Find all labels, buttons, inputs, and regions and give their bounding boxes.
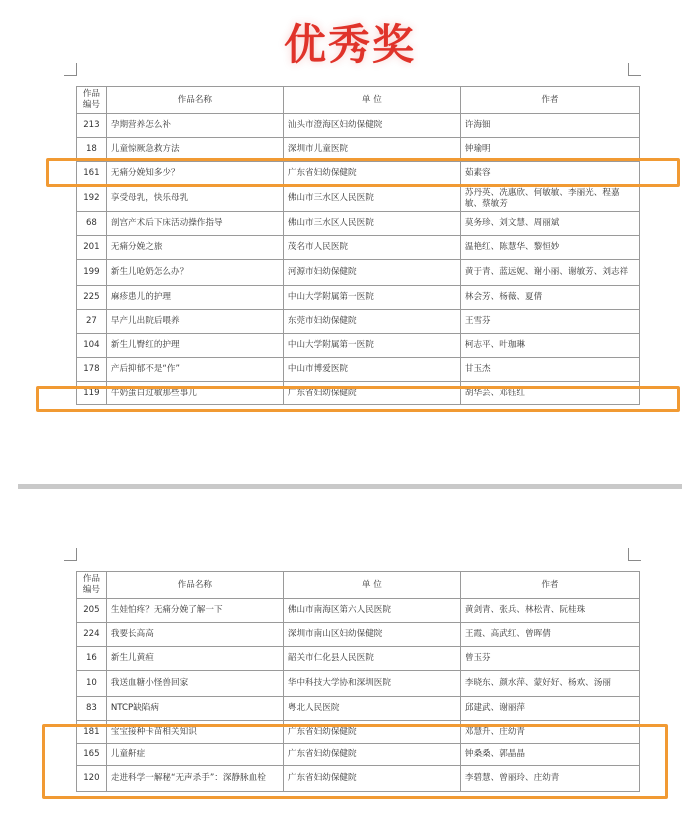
table-row — [77, 382, 640, 405]
table-row — [77, 186, 640, 212]
cell-id: 178 — [77, 358, 107, 382]
cell-name: 儿童鼾症 — [106, 744, 283, 766]
award-table-page-2 — [76, 571, 640, 792]
cell-id: 104 — [77, 334, 107, 358]
cell-name: 无痛分娩之旅 — [106, 236, 283, 260]
cell-id: 68 — [77, 212, 107, 236]
table-row — [77, 671, 640, 697]
cell-author: 柯志平、叶珈琳 — [460, 334, 639, 358]
award-table — [76, 571, 640, 792]
cell-id: 192 — [77, 186, 107, 212]
cell-name: 走进科学一解秘“无声杀手”：深静脉血栓 — [106, 766, 283, 792]
table-row — [77, 162, 640, 186]
cell-unit: 深圳市南山区妇幼保健院 — [283, 623, 460, 647]
cell-name: 麻疹患儿的护理 — [106, 286, 283, 310]
cell-unit: 广东省妇幼保健院 — [283, 744, 460, 766]
cell-unit: 汕头市澄海区妇幼保健院 — [283, 114, 460, 138]
cell-name: NTCP缺陷病 — [106, 697, 283, 721]
cell-id: 120 — [77, 766, 107, 792]
cell-name: 早产儿出院后喂养 — [106, 310, 283, 334]
cell-id: 119 — [77, 382, 107, 405]
header-name: 作品名称 — [106, 572, 283, 599]
cell-name: 产后抑郁不是“作” — [106, 358, 283, 382]
cell-unit: 河源市妇幼保健院 — [283, 260, 460, 286]
table-header-row — [77, 572, 640, 599]
cell-author: 邱建武、谢丽萍 — [460, 697, 639, 721]
cell-unit: 中山市博爱医院 — [283, 358, 460, 382]
header-author: 作者 — [460, 572, 639, 599]
cell-author: 钟桑桑、郭晶晶 — [460, 744, 639, 766]
cell-name: 儿童惊厥急救方法 — [106, 138, 283, 162]
crop-mark — [64, 63, 77, 76]
cell-name: 新生儿臀红的护理 — [106, 334, 283, 358]
table-row — [77, 212, 640, 236]
cell-id: 165 — [77, 744, 107, 766]
table-row — [77, 599, 640, 623]
cell-name: 孕期营养怎么补 — [106, 114, 283, 138]
header-name: 作品名称 — [106, 87, 283, 114]
cell-author: 邓慧升、庄幼青 — [460, 721, 639, 744]
cell-unit: 广东省妇幼保健院 — [283, 721, 460, 744]
table-row — [77, 334, 640, 358]
header-id: 作品 编号 — [77, 572, 107, 599]
cell-unit: 中山大学附属第一医院 — [283, 286, 460, 310]
cell-unit: 韶关市仁化县人民医院 — [283, 647, 460, 671]
crop-mark — [628, 548, 641, 561]
header-unit: 单 位 — [283, 572, 460, 599]
header-author: 作者 — [460, 87, 639, 114]
cell-unit: 华中科技大学协和深圳医院 — [283, 671, 460, 697]
cell-unit: 佛山市三水区人民医院 — [283, 212, 460, 236]
cell-unit: 粤北人民医院 — [283, 697, 460, 721]
cell-id: 213 — [77, 114, 107, 138]
cell-unit: 茂名市人民医院 — [283, 236, 460, 260]
cell-name: 牛奶蛋白过敏那些事儿 — [106, 382, 283, 405]
cell-id: 83 — [77, 697, 107, 721]
cell-name: 享受母乳，快乐母乳 — [106, 186, 283, 212]
cell-id: 181 — [77, 721, 107, 744]
table-row — [77, 623, 640, 647]
cell-id: 224 — [77, 623, 107, 647]
cell-name: 新生儿呛奶怎么办？ — [106, 260, 283, 286]
cell-unit: 佛山市南海区第六人民医院 — [283, 599, 460, 623]
cell-author: 甘玉杰 — [460, 358, 639, 382]
cell-unit: 广东省妇幼保健院 — [283, 382, 460, 405]
cell-author: 莫务珍、刘文慧、周丽斌 — [460, 212, 639, 236]
crop-mark — [628, 63, 641, 76]
cell-unit: 东莞市妇幼保健院 — [283, 310, 460, 334]
table-row — [77, 310, 640, 334]
header-unit: 单 位 — [283, 87, 460, 114]
award-table — [76, 86, 640, 405]
cell-author: 曾玉芬 — [460, 647, 639, 671]
cell-unit: 广东省妇幼保健院 — [283, 162, 460, 186]
cell-name: 我送血糖小怪兽回家 — [106, 671, 283, 697]
table-row — [77, 744, 640, 766]
table-row — [77, 721, 640, 744]
cell-author: 李碧慧、曾丽玲、庄幼青 — [460, 766, 639, 792]
table-row — [77, 286, 640, 310]
cell-author: 苏丹英、冼惠欣、何敏敏、李丽光、程嘉敏、蔡敏芳 — [460, 186, 639, 212]
cell-author: 钟瑜明 — [460, 138, 639, 162]
cell-author: 李晓东、颜水萍、蒙好好、杨欢、汤丽 — [460, 671, 639, 697]
table-row — [77, 260, 640, 286]
cell-author: 温艳红、陈慧华、黎恒妙 — [460, 236, 639, 260]
cell-id: 10 — [77, 671, 107, 697]
cell-unit: 深圳市儿童医院 — [283, 138, 460, 162]
cell-author: 茹素容 — [460, 162, 639, 186]
cell-id: 201 — [77, 236, 107, 260]
cell-unit: 中山大学附属第一医院 — [283, 334, 460, 358]
cell-unit: 广东省妇幼保健院 — [283, 766, 460, 792]
cell-id: 225 — [77, 286, 107, 310]
cell-name: 我要长高高 — [106, 623, 283, 647]
cell-author: 黄剑青、张兵、林松青、阮桂珠 — [460, 599, 639, 623]
page-divider — [18, 484, 682, 489]
cell-id: 27 — [77, 310, 107, 334]
table-row — [77, 114, 640, 138]
table-row — [77, 358, 640, 382]
cell-id: 205 — [77, 599, 107, 623]
cell-author: 许海钿 — [460, 114, 639, 138]
table-header-row — [77, 87, 640, 114]
table-row — [77, 236, 640, 260]
table-row — [77, 138, 640, 162]
cell-id: 199 — [77, 260, 107, 286]
cell-name: 生娃怕疼？无痛分娩了解一下 — [106, 599, 283, 623]
table-row — [77, 766, 640, 792]
cell-id: 18 — [77, 138, 107, 162]
cell-author: 黄于青、蓝远妮、谢小丽、谢敏芳、刘志祥 — [460, 260, 639, 286]
table-row — [77, 647, 640, 671]
award-table-page-1 — [76, 86, 640, 405]
cell-name: 新生儿黄疸 — [106, 647, 283, 671]
cell-unit: 佛山市三水区人民医院 — [283, 186, 460, 212]
cell-name: 宝宝接种卡苗相关知识 — [106, 721, 283, 744]
table-row — [77, 697, 640, 721]
cell-author: 胡华芸、邓钰红 — [460, 382, 639, 405]
cell-name: 剖宫产术后下床活动操作指导 — [106, 212, 283, 236]
cell-author: 王霞、高武红、曾晖倩 — [460, 623, 639, 647]
cell-author: 王雪芬 — [460, 310, 639, 334]
header-id: 作品 编号 — [77, 87, 107, 114]
crop-mark — [64, 548, 77, 561]
cell-id: 161 — [77, 162, 107, 186]
cell-author: 林会芳、杨薇、夏倩 — [460, 286, 639, 310]
cell-id: 16 — [77, 647, 107, 671]
page-title: 优秀奖 — [283, 20, 416, 69]
cell-name: 无痛分娩知多少？ — [106, 162, 283, 186]
